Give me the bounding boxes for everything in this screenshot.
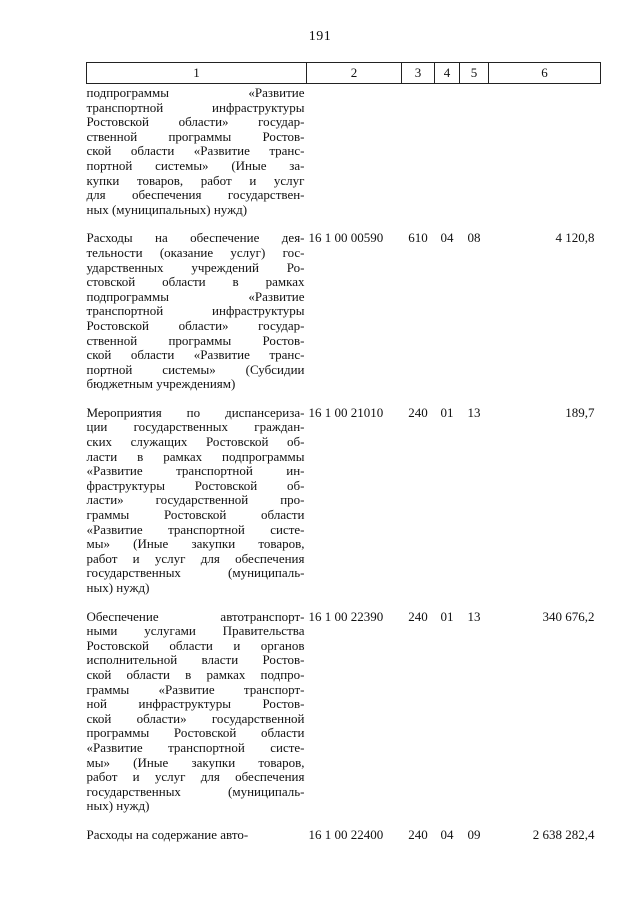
row-expense-type: 610 bbox=[408, 230, 428, 246]
description-line: для обеспечения государствен- bbox=[86, 187, 305, 203]
row-amount: 4 120,8 bbox=[555, 230, 595, 246]
description-line: транспортной инфраструктуры bbox=[86, 303, 305, 319]
description-line: транспортной инфраструктуры bbox=[86, 99, 305, 115]
row-code: 16 1 00 22390 bbox=[308, 608, 384, 624]
table-row bbox=[87, 824, 601, 843]
header-col-1: 1 bbox=[87, 63, 307, 84]
header-col-6: 6 bbox=[489, 63, 601, 84]
row-subsection: 08 bbox=[467, 230, 481, 246]
description-line: ской области» государственной bbox=[86, 710, 305, 726]
row-expense-type: 240 bbox=[408, 608, 428, 624]
row-spacer bbox=[87, 596, 601, 606]
row-spacer bbox=[87, 392, 601, 402]
description-line: ской области «Развитие транс- bbox=[86, 347, 305, 363]
row-spacer bbox=[87, 814, 601, 824]
row-spacer-cell bbox=[87, 392, 601, 402]
description-line: ных) нужд) bbox=[86, 580, 150, 595]
description-line: ласти в рамках подпрограммы bbox=[86, 448, 305, 464]
table-row bbox=[87, 84, 601, 218]
description-line: подпрограммы «Развитие bbox=[86, 288, 305, 304]
table-body bbox=[87, 84, 601, 843]
description-line: работ и услуг для обеспечения bbox=[86, 769, 305, 785]
row-section: 01 bbox=[440, 608, 454, 624]
description-line: граммы «Развитие транспорт- bbox=[86, 681, 305, 697]
description-line: Ростовской области и органов bbox=[86, 637, 305, 653]
row-section bbox=[435, 84, 460, 218]
row-amount: 340 676,2 bbox=[542, 608, 595, 624]
description-line: ции государственных граждан- bbox=[86, 419, 305, 435]
row-amount: 189,7 bbox=[565, 404, 595, 420]
row-spacer-cell bbox=[87, 814, 601, 824]
description-line: ственной программы Ростов- bbox=[86, 128, 305, 144]
budget-table bbox=[86, 62, 601, 843]
row-code: 16 1 00 22400 bbox=[308, 826, 384, 842]
row-description bbox=[87, 84, 307, 218]
row-section: 04 bbox=[440, 230, 454, 246]
description-line: исполнительной власти Ростов- bbox=[86, 652, 305, 668]
table-row bbox=[87, 402, 601, 596]
row-spacer-cell bbox=[87, 596, 601, 606]
description-line: «Развитие транспортной систе- bbox=[86, 521, 305, 537]
description-line: программы Ростовской области bbox=[86, 725, 305, 741]
description-line: ственной программы Ростов- bbox=[86, 332, 305, 348]
description-line: ских служащих Ростовской об- bbox=[86, 434, 305, 450]
row-subsection: 13 bbox=[467, 608, 481, 624]
description-line: работ и услуг для обеспечения bbox=[86, 550, 305, 566]
row-code: 16 1 00 00590 bbox=[308, 230, 384, 246]
row-description bbox=[87, 227, 307, 392]
description-line: фраструктуры Ростовской об- bbox=[86, 477, 305, 493]
row-subsection: 09 bbox=[467, 826, 481, 842]
header-col-4: 4 bbox=[435, 63, 460, 84]
row-subsection: 13 bbox=[467, 404, 481, 420]
description-line: Ростовской области» государ- bbox=[86, 114, 305, 130]
row-expense-type: 240 bbox=[408, 826, 428, 842]
description-line: бюджетным учреждениям) bbox=[86, 376, 236, 392]
row-subsection bbox=[460, 84, 489, 218]
page-number: 191 bbox=[308, 29, 332, 44]
description-line: Ростовской области» государ- bbox=[86, 317, 305, 333]
description-line: ской области в рамках подпро- bbox=[86, 666, 305, 682]
row-description bbox=[87, 824, 307, 843]
header-col-2: 2 bbox=[307, 63, 402, 84]
description-line: ными услугами Правительства bbox=[86, 623, 305, 639]
header-col-3: 3 bbox=[402, 63, 435, 84]
description-line: портной системы» (Субсидии bbox=[86, 361, 305, 377]
description-line: государственных (муниципаль- bbox=[86, 783, 305, 799]
header-col-5: 5 bbox=[460, 63, 489, 84]
description-line: Обеспечение автотранспорт- bbox=[86, 608, 305, 624]
row-section: 01 bbox=[440, 404, 454, 420]
description-line: ской области «Развитие транс- bbox=[86, 143, 305, 159]
description-line: ласти» государственной про- bbox=[86, 492, 305, 508]
description-line: Расходы на содержание авто- bbox=[86, 826, 249, 842]
description-line: Мероприятия по диспансериза- bbox=[86, 404, 305, 420]
description-line: мы» (Иные закупки товаров, bbox=[86, 754, 305, 770]
row-section: 04 bbox=[440, 826, 454, 842]
description-line: мы» (Иные закупки товаров, bbox=[86, 536, 305, 552]
table-row bbox=[87, 227, 601, 392]
description-line: государственных (муниципаль- bbox=[86, 565, 305, 581]
row-spacer bbox=[87, 217, 601, 227]
row-spacer-cell bbox=[87, 217, 601, 227]
row-code bbox=[307, 84, 402, 218]
description-line: стовской области в рамках bbox=[86, 274, 305, 290]
description-line: тельности (оказание услуг) гос- bbox=[86, 244, 305, 260]
description-line: ных) нужд) bbox=[86, 798, 150, 814]
row-amount bbox=[489, 84, 601, 218]
description-line: ных (муниципальных) нужд) bbox=[86, 201, 248, 217]
row-description bbox=[87, 402, 307, 596]
description-line: ной инфраструктуры Ростов- bbox=[86, 696, 305, 712]
row-expense-type bbox=[402, 84, 435, 218]
row-code: 16 1 00 21010 bbox=[308, 404, 384, 420]
row-amount: 2 638 282,4 bbox=[532, 826, 595, 842]
description-line: «Развитие транспортной систе- bbox=[86, 739, 305, 755]
description-line: ударственных учреждений Ро- bbox=[86, 259, 305, 275]
description-line: граммы Ростовской области bbox=[86, 507, 305, 523]
description-line: «Развитие транспортной ин- bbox=[86, 463, 305, 479]
description-line: купки товаров, работ и услуг bbox=[86, 172, 305, 188]
description-line: подпрограммы «Развитие bbox=[86, 85, 305, 100]
row-expense-type: 240 bbox=[408, 404, 428, 420]
description-line: Расходы на обеспечение дея- bbox=[86, 230, 305, 246]
table-row bbox=[87, 606, 601, 814]
description-line: портной системы» (Иные за- bbox=[86, 157, 305, 173]
row-description bbox=[87, 606, 307, 814]
header-row bbox=[87, 63, 601, 84]
